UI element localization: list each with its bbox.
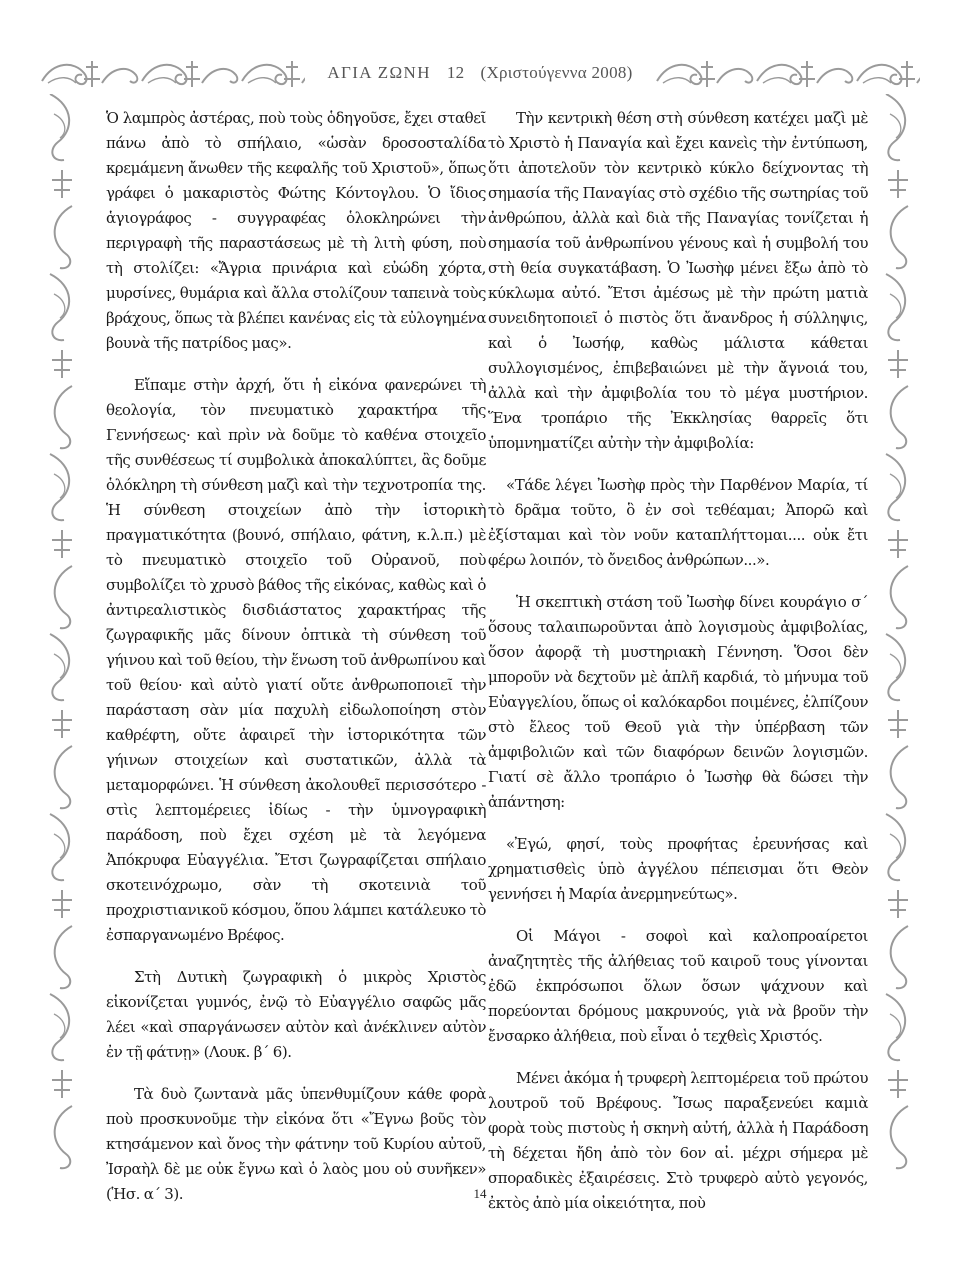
quotation: «Τάδε λέγει Ἰωσὴφ πρὸς τὴν Παρθένον Μαρία, τί τὸ δρᾶμα τοῦτο, ὃ ἐν σοὶ τεθέαμαι; Ἀπορῶ καὶ ἐξίσταμαι καὶ τὸν νοῦν καταπλήττομαι.... οὐκ ἔτι φέρω λοιπόν, τὸ ὄνειδος ἀνθρώπων...». xyxy=(488,476,868,569)
side-ornament-left xyxy=(44,94,80,1170)
running-header xyxy=(305,63,654,83)
ornament-band-left xyxy=(40,53,305,93)
vine-ornament-left-icon xyxy=(44,94,80,1170)
ornament-strip-right xyxy=(655,53,920,93)
left-column xyxy=(106,106,486,1224)
quotation: «Ἐγώ, φησί, τοὺς προφήτας ἐρευνήσας καὶ χρηματισθεὶς ὑπὸ ἀγγέλου πέπεισμαι ὅτι Θεὸν γεννήσει ἡ Μαρία ἀνερμηνεύτως». xyxy=(488,835,868,903)
header-band xyxy=(40,50,920,96)
issue-number: 12 xyxy=(446,63,465,82)
issue-date: (Χριστούγεννα 2008) xyxy=(480,63,633,82)
paragraph: Τὰ δυὸ ζωντανὰ μᾶς ὑπενθυμίζουν κάθε φορὰ ποὺ προσκυνοῦμε τὴν εἰκόνα ὅτι «Ἔγνω βοῦς τὸν κτησάμενον καὶ ὄνος τὴν φάτνην τοῦ Κυρίου αὐτοῦ, Ἰσραὴλ δὲ με οὐκ ἔγνω καὶ ὁ λαὸς μου οὐ συνῆκεν» (Ἡσ. α΄ 3). xyxy=(106,1085,486,1203)
journal-title: ΑΓΙΑ ΖΩΝΗ xyxy=(327,63,431,82)
paragraph: Τὴν κεντρικὴ θέση στὴ σύνθεση κατέχει μαζὶ μὲ τὸ Χριστὸ ἡ Παναγία καὶ ἔχει κανεὶς τὴν ἐντύπωση, ὅτι ἀποτελοῦν τὸν κεντρικὸ κύκλο δείχνοντας τὴ σημασία τῆς Παναγίας στὸ σχέδιο τῆς σωτηρίας τοῦ ἀνθρώπου, ἀλλὰ καὶ διὰ τῆς Παναγίας τονίζεται ἡ σημασία τοῦ ἀνθρωπίνου γένους καὶ ἡ συμβολή του στὴ θεία συγκατάβαση. Ὁ Ἰωσὴφ μένει ἔξω ἀπὸ τὸ κύκλωμα αὐτό. Ἔτσι ἀμέσως μὲ τὴν πρώτη ματιὰ συνειδητοποιεῖ ὁ πιστὸς ὅτι ἄνανδρος ἡ σύλληψις, καὶ ὁ Ἰωσήφ, καθὼς μάλιστα κάθεται συλλογισμένος, ἐπιβεβαιώνει μὲ τὴν ἄγνοιά του, ἀλλὰ καὶ τὴν ἀμφιβολία του τὸ μέγα μυστήριον. Ἕνα τροπάριο τῆς Ἐκκλησίας θαρρεῖς ὅτι ὑπομνηματίζει αὐτὴν τὴν ἀμφιβολία: xyxy=(488,109,868,452)
paragraph: Στὴ Δυτικὴ ζωγραφικὴ ὁ μικρὸς Χριστὸς εἰκονίζεται γυμνός, ἐνῷ τὸ Εὐαγγέλιο σαφῶς μᾶς λέει «καὶ σπαργάνωσεν αὐτὸν καὶ ἀνέκλινεν αὐτὸν ἐν τῇ φάτνῃ» (Λουκ. β΄ 6). xyxy=(106,968,486,1061)
ornament-band-right xyxy=(655,53,920,93)
paragraph: Εἴπαμε στὴν ἀρχή, ὅτι ἡ εἰκόνα φανερώνει τὴ θεολογία, τὸν πνευματικὸ χαρακτήρα τῆς Γεννήσεως· καὶ πρὶν νὰ δοῦμε τὸ καθένα στοιχεῖο τῆς συνθέσεως τί συμβολικὰ ἀποκαλύπτει, ἂς δοῦμε ὁλόκληρη τὴ σύνθεση μαζὶ καὶ τὴν τεχνοτροπία της. Ἡ σύνθεση στοιχείων ἀπὸ τὴν ἱστορικὴ πραγματικότητα (βουνό, σπήλαιο, φάτνη, κ.λ.π.) μὲ τὸ πνευματικὸ στοιχεῖο τοῦ Οὐρανοῦ, ποὺ συμβολίζει τὸ χρυσὸ βάθος τῆς εἰκόνας, καθὼς καὶ ὁ ἀντιρεαλιστικὸς δισδιάστατος χαρακτήρας τῆς ζωγραφικῆς μᾶς δίνουν ὀπτικὰ τὴ σύνθεση τοῦ γήινου καὶ τοῦ θείου, τὴν ἕνωση τοῦ ἀνθρωπίνου καὶ τοῦ θείου· καὶ αὐτὸ γιατί οὔτε ἀνθρωποποιεῖ τὴν παράσταση σὰν μία παχυλὴ εἰδωλοποίηση στὸν καθρέφτη, οὔτε ἀφαιρεῖ τὴν ἱστορικότητα τῶν γήινων στοιχείων καὶ συστατικῶν, ἀλλὰ τὰ μεταμορφώνει. Ἡ σύνθεση ἀκολουθεῖ περισσότερο - στὶς λεπτομέρειες ἰδίως - τὴν ὑμνογραφικὴ παράδοση, ποὺ ἔχει σχέση μὲ τὰ λεγόμενα Ἀπόκρυφα Εὐαγγέλια. Ἔτσι ζωγραφίζεται σπήλαιο σκοτεινόχρωμο, σὰν τὴ σκοτεινιὰ τοῦ προχριστιανικοῦ κόσμου, ὅπου λάμπει κατάλευκο τὸ ἐσπαργανωμένο Βρέφος. xyxy=(106,376,486,944)
ornament-strip-left xyxy=(40,53,305,93)
paragraph: Ἡ σκεπτικὴ στάση τοῦ Ἰωσὴφ δίνει κουράγιο σ΄ ὅσους ταλαιπωροῦνται ἀπὸ λογισμοὺς ἀμφιβολίας, ὅσον ἀφορᾷ τὴ μυστηριακὴ Γέννηση. Ὅσοι δὲν μποροῦν νὰ δεχτοῦν μὲ ἁπλῆ καρδιά, τὸ μήνυμα τοῦ Εὐαγγελίου, ὅπως οἱ καλόκαρδοι ποιμένες, ἐλπίζουν στὸ ἔλεος τοῦ Θεοῦ γιὰ τὴν ὑπέρβαση τῶν ἀμφιβολιῶν καὶ τῶν διαφόρων δεινῶν λογισμῶν. Γιατί σὲ ἄλλο τροπάριο ὁ Ἰωσὴφ θὰ δώσει τὴν ἀπάντηση: xyxy=(488,593,868,811)
side-ornament-right xyxy=(880,94,916,1170)
vine-ornament-right-icon xyxy=(880,94,916,1170)
paragraph: Ὁ λαμπρὸς ἀστέρας, ποὺ τοὺς ὁδηγοῦσε, ἔχει σταθεῖ πάνω ἀπὸ τὸ σπήλαιο, «ὡσὰν δροσοσταλίδα κρεμάμενη ἄνωθεν τῆς κεφαλῆς τοῦ Χριστοῦ», ὅπως γράφει ὁ μακαριστὸς Φώτης Κόντογλου. Ὁ ἴδιος ἁγιογράφος - συγγραφέας ὁλοκληρώνει τὴν περιγραφὴ τῆς παραστάσεως μὲ τὴ λιτὴ φύση, ποὺ τὴ στολίζει: «Ἄγρια πρινάρια καὶ εὐώδη χόρτα, μυρσίνες, θυμάρια καὶ ἄλλα στολίζουν ταπεινὰ τοὺς βράχους, ὅπως τὰ βλέπει κανένας εἰς τὰ εὐλογημένα βουνὰ τῆς πατρίδος μας». xyxy=(106,109,486,352)
paragraph: Οἱ Μάγοι - σοφοὶ καὶ καλοπροαίρετοι ἀναζητητὲς τῆς ἀλήθειας τοῦ καιροῦ τους γίνονται ἐδῶ ἐκπρόσωποι ὅλων ὅσων ψάχνουν καὶ πορεύονται δρόμους μακρυνούς, γιὰ νὰ βροῦν τὴν ἔνσαρκο ἀλήθεια, ποὺ εἶναι ὁ τεχθεὶς Χριστός. xyxy=(488,927,868,1045)
paragraph: Μένει ἀκόμα ἡ τρυφερὴ λεπτομέρεια τοῦ πρώτου λουτροῦ τοῦ Βρέφους. Ἴσως παραξενεύει καμιὰ φορὰ τοὺς πιστοὺς ἡ σκηνὴ αὐτή, ἀλλὰ ἡ Παράδοση τὴ δέχεται ἤδη ἀπὸ τὸν 6ον αἰ. μέχρι σήμερα μὲ σποραδικὲς ἐξαιρέσεις. Στὸ τρυφερὸ αὐτὸ γεγονός, ἐκτὸς ἀπὸ μία οἰκειότητα, ποὺ xyxy=(488,1069,868,1212)
page-number: 14 xyxy=(473,1186,487,1201)
right-column xyxy=(488,106,868,1233)
